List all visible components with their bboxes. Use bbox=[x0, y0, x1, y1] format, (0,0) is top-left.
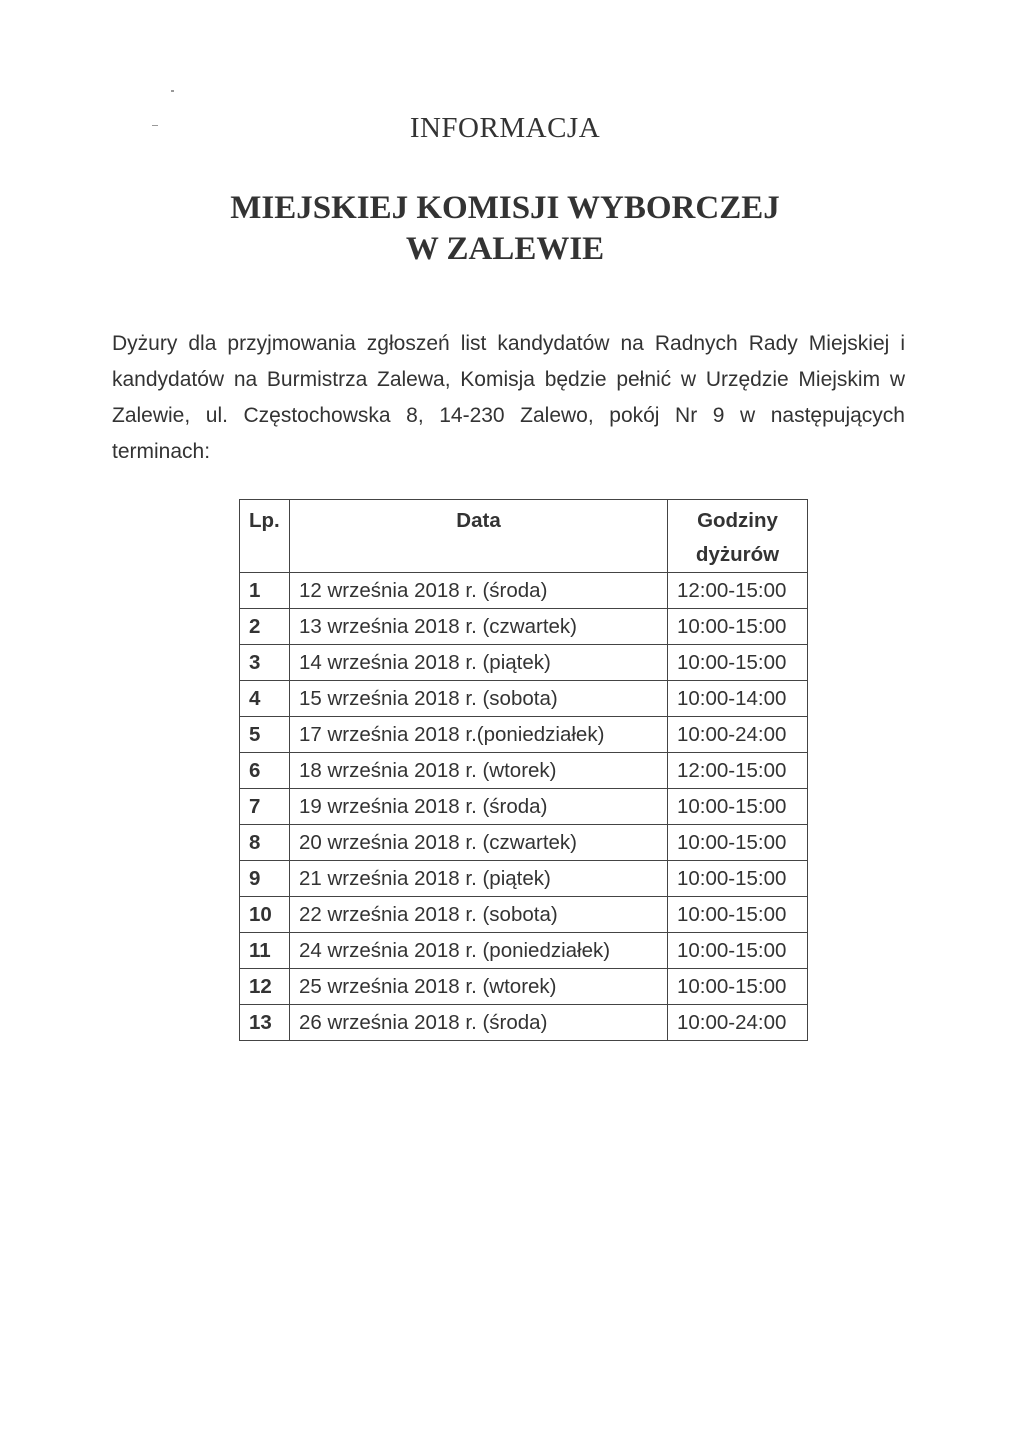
table-row bbox=[240, 969, 808, 1005]
row-lp: 2 bbox=[240, 609, 290, 645]
table-row bbox=[240, 753, 808, 789]
row-date: 19 września 2018 r. (środa) bbox=[290, 789, 668, 825]
row-hours: 10:00-14:00 bbox=[668, 681, 808, 717]
table-row bbox=[240, 609, 808, 645]
row-hours: 10:00-15:00 bbox=[668, 645, 808, 681]
row-date: 22 września 2018 r. (sobota) bbox=[290, 897, 668, 933]
row-lp: 12 bbox=[240, 969, 290, 1005]
row-date: 12 września 2018 r. (środa) bbox=[290, 573, 668, 609]
row-hours: 10:00-15:00 bbox=[668, 897, 808, 933]
table-row bbox=[240, 825, 808, 861]
table-row bbox=[240, 897, 808, 933]
schedule-table bbox=[239, 499, 808, 1041]
row-hours: 10:00-24:00 bbox=[668, 717, 808, 753]
table-row bbox=[240, 717, 808, 753]
table-row bbox=[240, 1005, 808, 1041]
table-row bbox=[240, 645, 808, 681]
document-subtitle-line1: MIEJSKIEJ KOMISJI WYBORCZEJ bbox=[230, 190, 780, 226]
table-row bbox=[240, 861, 808, 897]
row-hours: 12:00-15:00 bbox=[668, 753, 808, 789]
header-hours-line2: dyżurów bbox=[695, 543, 780, 566]
row-date: 26 września 2018 r. (środa) bbox=[290, 1005, 668, 1041]
row-hours: 10:00-15:00 bbox=[668, 861, 808, 897]
row-lp: 5 bbox=[240, 717, 290, 753]
row-lp: 9 bbox=[240, 861, 290, 897]
schedule-table-body bbox=[240, 573, 808, 1041]
header-hours bbox=[668, 500, 808, 573]
document-title: INFORMACJA bbox=[409, 112, 601, 144]
row-date: 21 września 2018 r. (piątek) bbox=[290, 861, 668, 897]
row-date: 14 września 2018 r. (piątek) bbox=[290, 645, 668, 681]
row-hours: 10:00-15:00 bbox=[668, 609, 808, 645]
table-row bbox=[240, 789, 808, 825]
header-date: Data bbox=[290, 500, 668, 573]
row-hours: 10:00-15:00 bbox=[668, 825, 808, 861]
header-hours-line1: Godziny bbox=[697, 509, 778, 532]
table-row bbox=[240, 573, 808, 609]
table-row bbox=[240, 681, 808, 717]
header-lp: Lp. bbox=[240, 500, 290, 573]
row-date: 24 września 2018 r. (poniedziałek) bbox=[290, 933, 668, 969]
row-date: 17 września 2018 r.(poniedziałek) bbox=[290, 717, 668, 753]
row-date: 20 września 2018 r. (czwartek) bbox=[290, 825, 668, 861]
row-hours: 12:00-15:00 bbox=[668, 573, 808, 609]
row-date: 18 września 2018 r. (wtorek) bbox=[290, 753, 668, 789]
table-row bbox=[240, 933, 808, 969]
table-header-row bbox=[240, 500, 808, 573]
row-hours: 10:00-24:00 bbox=[668, 1005, 808, 1041]
row-lp: 1 bbox=[240, 573, 290, 609]
row-lp: 4 bbox=[240, 681, 290, 717]
row-lp: 8 bbox=[240, 825, 290, 861]
row-lp: 3 bbox=[240, 645, 290, 681]
row-hours: 10:00-15:00 bbox=[668, 969, 808, 1005]
row-date: 13 września 2018 r. (czwartek) bbox=[290, 609, 668, 645]
announcement-paragraph: Dyżury dla przyjmowania zgłoszeń list kandydatów na Radnych Rady Miejskiej i kandydatów na Burmistrza Zalewa, Komisja będzie pełnić w Urzędzie Miejskim w Zalewie, ul. Częstochowska 8, 14-230 Zalewo, pokój Nr 9 w następujących terminach: bbox=[112, 332, 905, 463]
row-lp: 13 bbox=[240, 1005, 290, 1041]
row-lp: 7 bbox=[240, 789, 290, 825]
row-date: 15 września 2018 r. (sobota) bbox=[290, 681, 668, 717]
row-hours: 10:00-15:00 bbox=[668, 789, 808, 825]
document-subtitle-line2: W ZALEWIE bbox=[405, 231, 605, 267]
row-lp: 10 bbox=[240, 897, 290, 933]
row-lp: 11 bbox=[240, 933, 290, 969]
row-date: 25 września 2018 r. (wtorek) bbox=[290, 969, 668, 1005]
scan-speck bbox=[171, 90, 174, 92]
row-hours: 10:00-15:00 bbox=[668, 933, 808, 969]
row-lp: 6 bbox=[240, 753, 290, 789]
